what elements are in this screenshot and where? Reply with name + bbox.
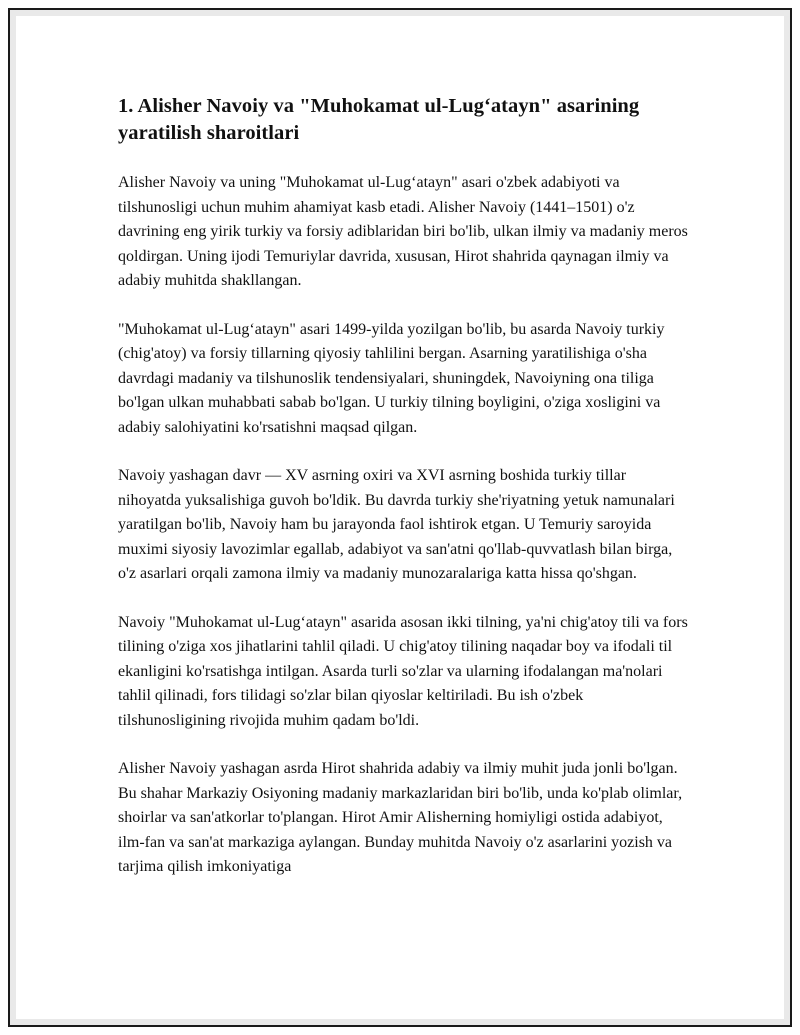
document-body (118, 93, 688, 904)
paragraph-5: Alisher Navoiy yashagan asrda Hirot shahrida adabiy va ilmiy muhit juda jonli bo'lgan. Bu shahar Markaziy Osiyoning madaniy markazlaridan biri bo'lib, unda ko'plab olimlar, shoirlar va san'atkorlar to'plangan. Hirot Amir Alisherning homiyligi ostida adabiyot, ilm-fan va san'at markaziga aylangan. Bunday muhitda Navoiy o'z asarlarini yozish va tarjima qilish imkoniyatiga (118, 760, 683, 875)
section-heading: 1. Alisher Navoiy va "Muhokamat ul-Lug‘atayn" asarining yaratilish sharoitlari (118, 95, 640, 144)
paragraph-4: Navoiy "Muhokamat ul-Lug‘atayn" asarida asosan ikki tilning, ya'ni chig'atoy tili va fors tilining o'ziga xos jihatlarini tahlil qiladi. U chig'atoy tilining naqadar boy va ifodali til ekanligini ko'rsatishga intilgan. Asarda turli so'zlar va ularning ifodalangan ma'nolari tahlil qilinadi, fors tilidagi so'zlar bilan qiyoslar keltiriladi. Bu ish o'zbek tilshunosligining rivojida muhim qadam bo'ldi. (118, 613, 688, 729)
paragraph-3: Navoiy yashagan davr — XV asrning oxiri va XVI asrning boshida turkiy tillar nihoyatda yuksalishiga guvoh bo'ldik. Bu davrda turkiy she'riyatning yetuk namunalari yaratilgan bo'lib, Navoiy ham bu jarayonda faol ishtirok etgan. U Temuriy saroyida muximi siyosiy lavozimlar egallab, adabiyot va san'atni qo'llab-quvvatlash bilan birga, o'z asarlari orqali zamona ilmiy va madaniy munozaralariga katta hissa qo'shgan. (118, 467, 675, 582)
paragraph-1: Alisher Navoiy va uning "Muhokamat ul-Lug‘atayn" asari o'zbek adabiyoti va tilshunosligi uchun muhim ahamiyat kasb etadi. Alisher Navoiy (1441–1501) o'z davrining eng yirik turkiy va forsiy adiblaridan biri bo'lib, ulkan ilmiy va madaniy meros qoldirgan. Uning ijodi Temuriylar davrida, xususan, Hirot shahrida qaynagan ilmiy va adabiy muhitda shakllangan. (118, 174, 688, 289)
paragraph-2: "Muhokamat ul-Lug‘atayn" asari 1499-yilda yozilgan bo'lib, bu asarda Navoiy turkiy (chig'atoy) va forsiy tillarning qiyosiy tahlilini bergan. Asarning yaratilishiga o'sha davrdagi madaniy va tilshunoslik tendensiyalari, shuningdek, Navoiyning ona tiliga bo'lgan ulkan muhabbati sabab bo'lgan. U turkiy tilning boyligini, o'ziga xosligini va adabiy salohiyatini ko'rsatishni maqsad qilgan. (118, 320, 665, 436)
